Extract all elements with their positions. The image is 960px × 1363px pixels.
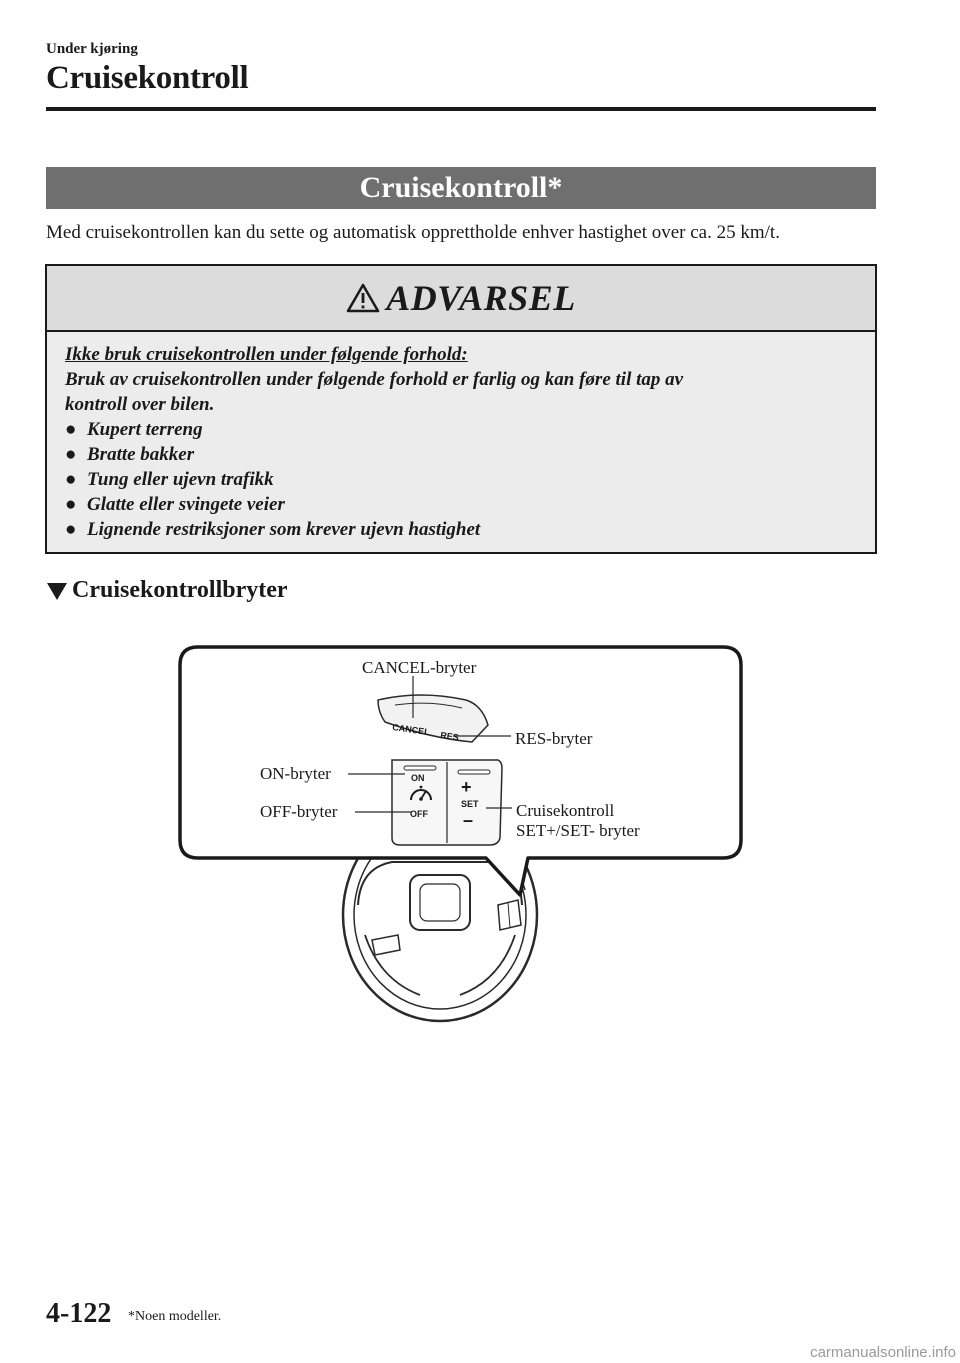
cancel-button-label: CANCEL: [391, 722, 431, 738]
topic-banner: Cruisekontroll*: [46, 167, 876, 209]
on-switch-callout: ON-bryter: [260, 764, 331, 783]
on-off-set-switch-block: [392, 760, 502, 845]
warning-title: ADVARSEL: [386, 278, 576, 318]
res-switch-callout: RES-bryter: [515, 729, 593, 748]
off-switch-callout: OFF-bryter: [260, 802, 338, 821]
subheading-text: Cruisekontrollbryter: [72, 577, 288, 603]
bullet-text: Glatte eller svingete veier: [87, 494, 285, 515]
watermark: carmanualsonline.info: [810, 1344, 956, 1361]
bullet-icon: ●: [65, 444, 77, 465]
cancel-switch-callout: CANCEL-bryter: [362, 658, 477, 677]
page-number: 4-122: [46, 1298, 112, 1329]
bullet-text: Bratte bakker: [87, 444, 195, 465]
bullet-icon: ●: [65, 519, 77, 540]
warning-text-line: kontroll over bilen.: [65, 394, 215, 415]
set-plus-label: +: [461, 777, 472, 797]
warning-text-line: Bruk av cruisekontrollen under følgende forhold er farlig og kan føre til tap av: [65, 369, 684, 390]
res-button-label: RES: [439, 730, 460, 743]
set-switch-callout-line1: Cruisekontroll: [516, 801, 615, 820]
set-button-label: SET: [461, 799, 479, 809]
on-button-label: ON: [411, 773, 425, 783]
bullet-icon: ●: [65, 419, 77, 440]
bullet-text: Tung eller ujevn trafikk: [87, 469, 274, 490]
section-title: Cruisekontroll: [46, 60, 249, 96]
footnote: *Noen modeller.: [128, 1309, 222, 1324]
bullet-text: Lignende restriksjoner som krever ujevn hastighet: [87, 519, 481, 540]
bullet-icon: ●: [65, 494, 77, 515]
off-button-label: OFF: [410, 809, 428, 819]
intro-text: Med cruisekontrollen kan du sette og automatisk opprettholde enhver hastighet over ca. 25 km/t.: [46, 222, 780, 243]
chapter-label: Under kjøring: [46, 41, 138, 57]
warning-heading: Ikke bruk cruisekontrollen under følgende forhold:: [65, 344, 468, 365]
bullet-text: Kupert terreng: [87, 419, 203, 440]
set-switch-callout-line2: SET+/SET- bryter: [516, 821, 640, 840]
set-minus-label: –: [463, 810, 474, 830]
bullet-icon: ●: [65, 469, 77, 490]
